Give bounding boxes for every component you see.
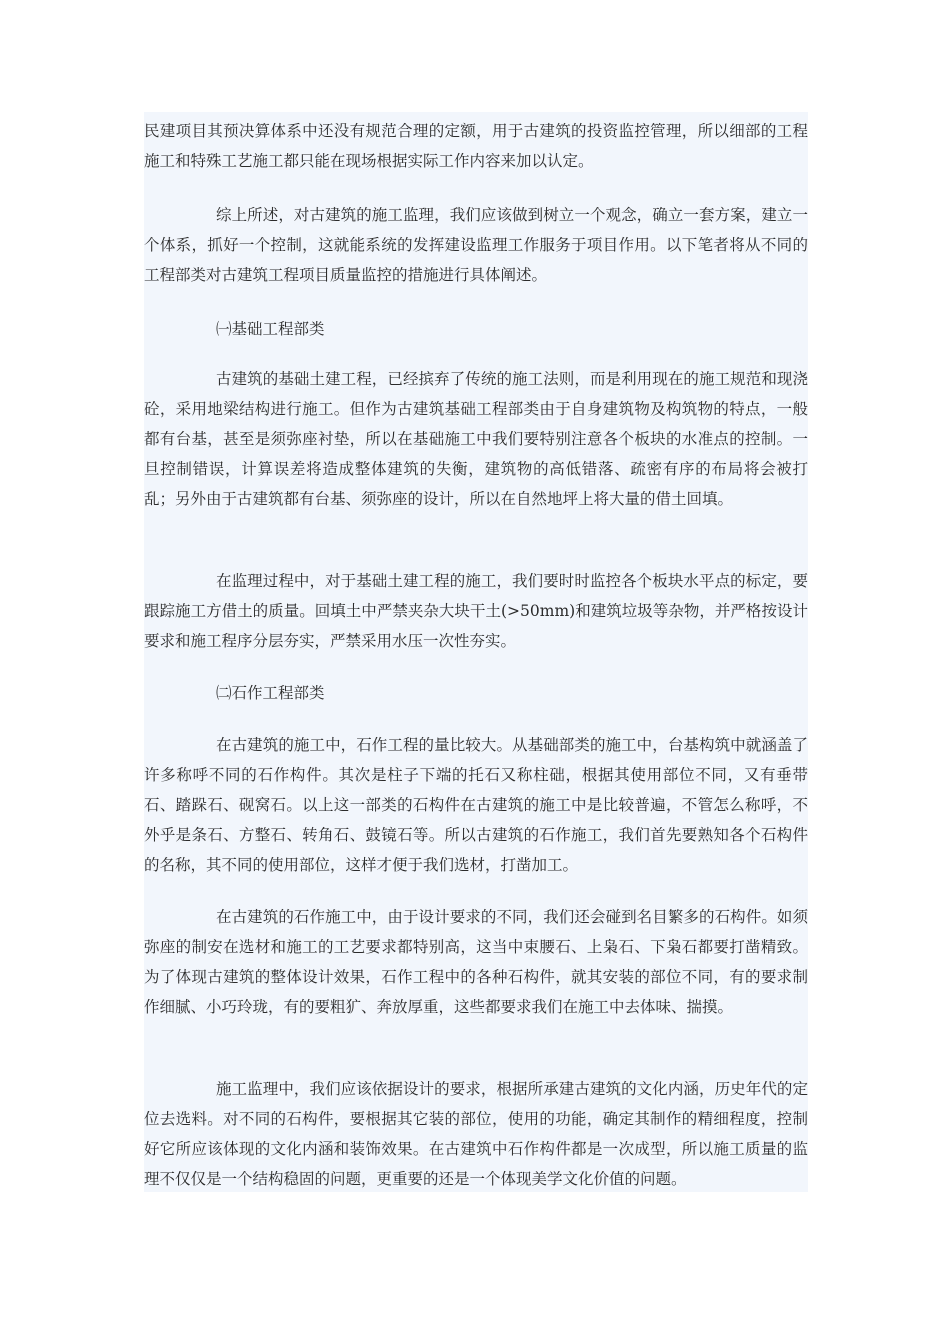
paragraph-stonework-components: 在古建筑的石作施工中，由于设计要求的不同，我们还会碰到名目繁多的石构件。如须弥座的制安在选材和施工的工艺要求都特别高，这当中束腰石、上枭石、下枭石都要打凿精致。为了体现古建筑的整体设计效果，石作工程中的各种石构件，就其安装的部位不同，有的要求制作细腻、小巧玲珑，有的要粗犷、奔放厚重，这些都要求我们在施工中去体味、揣摸。 [144, 908, 808, 1016]
paragraph-summary: 综上所述，对古建筑的施工监理，我们应该做到树立一个观念，确立一套方案，建立一个体系，抓好一个控制，这就能系统的发挥建设监理工作服务于项目作用。以下笔者将从不同的工程部类对古建筑工程项目质量监控的措施进行具体阐述。 [144, 206, 808, 284]
section-heading-foundation: ㈠基础工程部类 [216, 320, 325, 338]
section-heading-stonework: ㈡石作工程部类 [216, 684, 325, 702]
paragraph-foundation-works: 古建筑的基础土建工程，已经摈弃了传统的施工法则，而是利用现在的施工规范和现浇砼，采用地梁结构进行施工。但作为古建筑基础工程部类由于自身建筑物及构筑物的特点，一般都有台基，甚至是须弥座衬垫，所以在基础施工中我们要特别注意各个板块的水准点的控制。一旦控制错误，计算误差将造成整体建筑的失衡，建筑物的高低错落、疏密有序的布局将会被打乱；另外由于古建筑都有台基、须弥座的设计，所以在自然地坪上将大量的借土回填。 [144, 370, 808, 508]
paragraph-stonework-overview: 在古建筑的施工中，石作工程的量比较大。从基础部类的施工中，台基构筑中就涵盖了许多称呼不同的石作构件。其次是柱子下端的托石又称柱础，根据其使用部位不同，又有垂带石、踏跺石、砚窝石。以上这一部类的石构件在古建筑的施工中是比较普遍，不管怎么称呼，不外乎是条石、方整石、转角石、鼓镜石等。所以古建筑的石作施工，我们首先要熟知各个石构件的名称，其不同的使用部位，这样才便于我们选材，打凿加工。 [144, 736, 808, 874]
paragraph-foundation-supervision: 在监理过程中，对于基础土建工程的施工，我们要时时监控各个板块水平点的标定，要跟踪施工方借土的质量。回填土中严禁夹杂大块干土(>50mm)和建筑垃圾等杂物，并严格按设计要求和施工程序分层夯实，严禁采用水压一次性夯实。 [144, 572, 808, 650]
document-body [144, 112, 808, 1192]
paragraph-continuation: 民建项目其预决算体系中还没有规范合理的定额，用于古建筑的投资监控管理，所以细部的工程施工和特殊工艺施工都只能在现场根据实际工作内容来加以认定。 [144, 122, 808, 170]
paragraph-stonework-supervision: 施工监理中，我们应该依据设计的要求，根据所承建古建筑的文化内涵，历史年代的定位去选料。对不同的石构件，要根据其它装的部位，使用的功能，确定其制作的精细程度，控制好它所应该体现的文化内涵和装饰效果。在古建筑中石作构件都是一次成型，所以施工质量的监理不仅仅是一个结构稳固的问题，更重要的还是一个体现美学文化价值的问题。 [144, 1080, 808, 1188]
